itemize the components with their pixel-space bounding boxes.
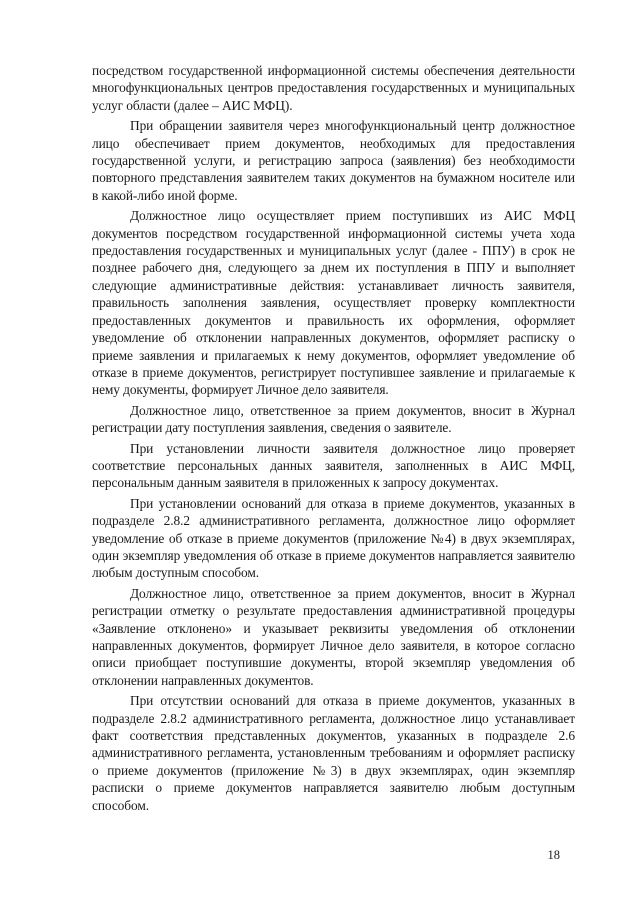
paragraph: При установлении личности заявителя должностное лицо проверяет соответствие персональных данных заявителя, заполненных в АИС МФЦ, персональным данным заявителя в приложенных к запросу документах. bbox=[92, 440, 575, 491]
paragraph: При отсутствии оснований для отказа в приеме документов, указанных в подразделе 2.8.2 административного регламента, должностное лицо устанавливает факт соответствия представленных документов, указанных в подразделе 2.6 административного регламента, установленным требованиям и оформляет расписку о приеме документов (приложение №3) в двух экземплярах, один экземпляр расписки о приеме документов направляется заявителю любым доступным способом. bbox=[92, 693, 575, 813]
paragraph: Должностное лицо, ответственное за прием документов, вносит в Журнал регистрации дату поступления заявления, сведения о заявителе. bbox=[92, 402, 575, 436]
paragraph: При установлении оснований для отказа в приеме документов, указанных в подразделе 2.8.2 административного регламента, должностное лицо оформляет уведомление об отказе в приеме документов (приложение №4) в двух экземплярах, один экземпляр уведомления об отказе в приеме документов направляется заявителю любым доступным способом. bbox=[92, 495, 575, 581]
page-number: 18 bbox=[547, 848, 560, 862]
paragraph: Должностное лицо осуществляет прием поступивших из АИС МФЦ документов посредством государственной информационной системы учета хода предоставления государственных и муниципальных услуг (далее - ППУ) в срок не позднее рабочего дня, следующего за днем их поступления в ППУ и выполняет следующие административные действия: устанавливает личность заявителя, правильность заполнения заявления, осуществляет проверку комплектности предоставленных документов и правильность их оформления, оформляет уведомление об отклонении направленных документов, оформляет расписку о приеме заявления и прилагаемых к нему документов, оформляет уведомление об отказе в приеме документов, регистрирует поступившее заявление и прилагаемые к нему документы, формирует Личное дело заявителя. bbox=[92, 208, 575, 398]
paragraph-continuation: посредством государственной информационной системы обеспечения деятельности многофункциональных центров предоставления государственных и муниципальных услуг области (далее – АИС МФЦ). bbox=[92, 63, 575, 113]
paragraph: Должностное лицо, ответственное за прием документов, вносит в Журнал регистрации отметку о результате предоставления административной процедуры «Заявление отклонено» и указывает реквизиты уведомления об отклонении направленных документов, формирует Личное дело заявителя, в которое согласно описи приобщает поступившие документы, второй экземпляр уведомления об отклонении направленных документов. bbox=[92, 585, 575, 688]
document-body bbox=[92, 62, 575, 817]
paragraph: При обращении заявителя через многофункциональный центр должностное лицо обеспечивает прием документов, необходимых для предоставления государственной услуги, и регистрацию запроса (заявления) без необходимости повторного представления заявителем таких документов на бумажном носителе или в какой-либо иной форме. bbox=[92, 118, 575, 203]
